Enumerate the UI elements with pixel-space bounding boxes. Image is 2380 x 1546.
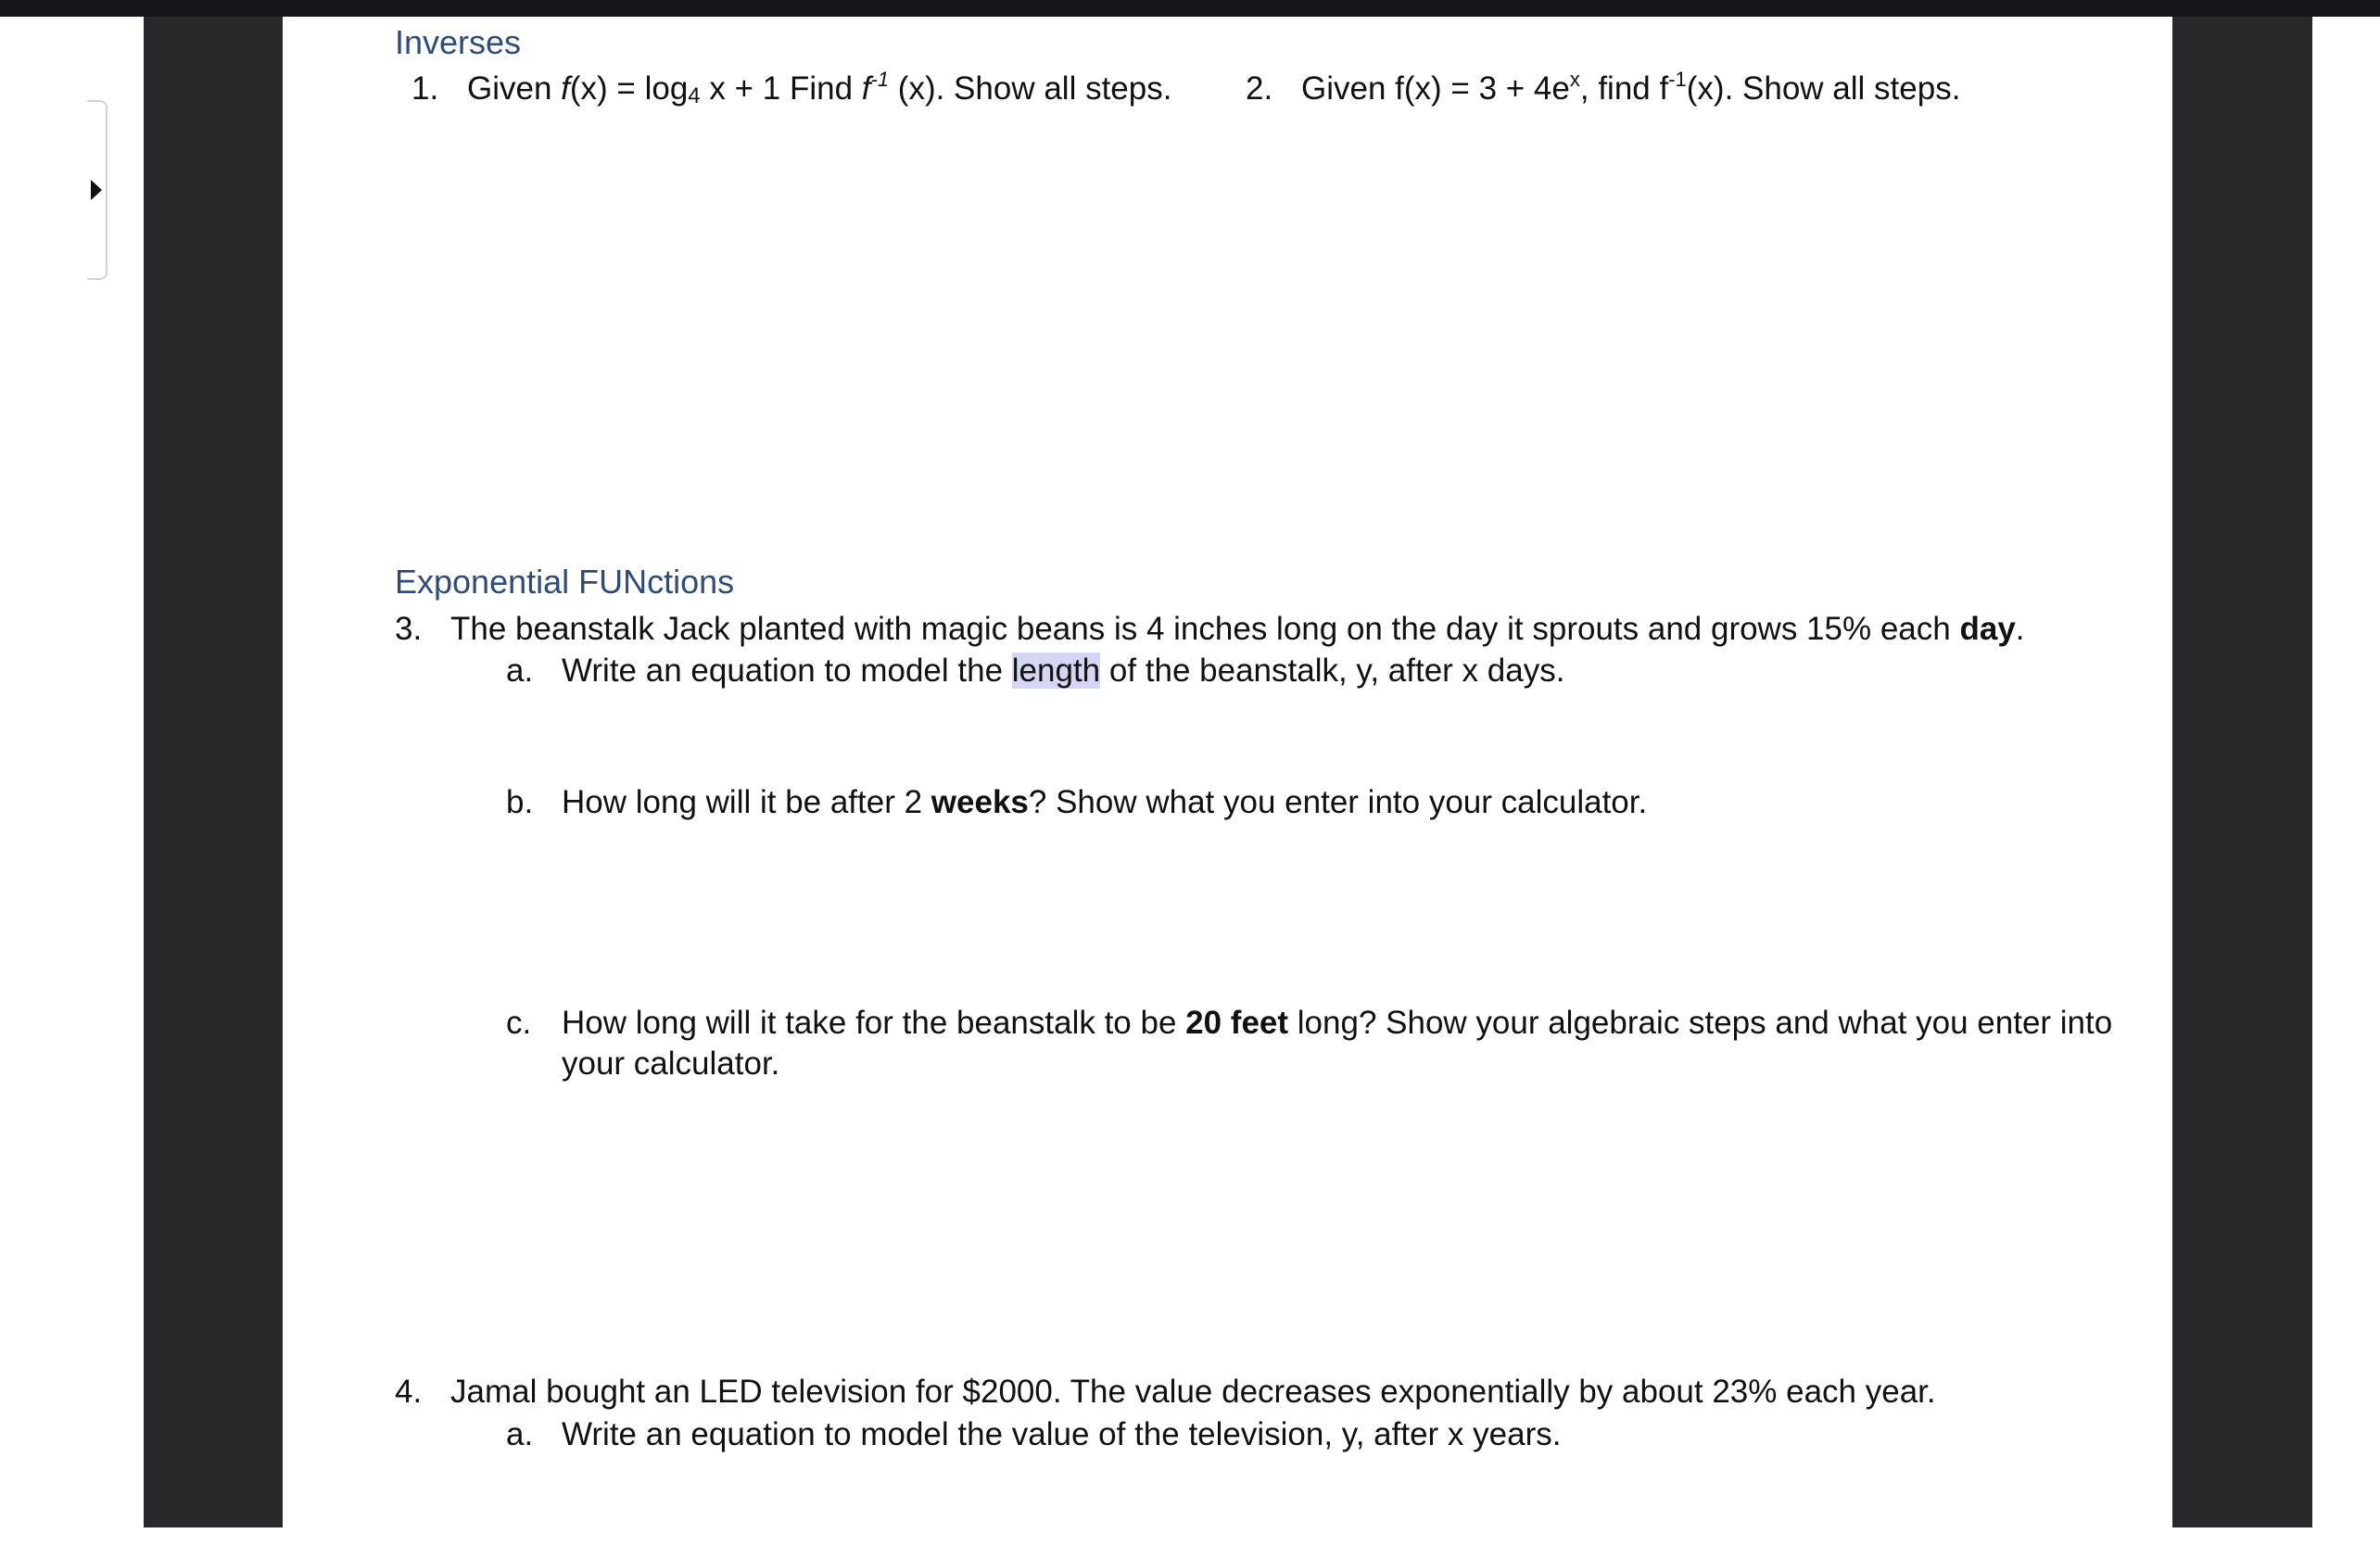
question-2-text: Given $f(x) = 3 + 4e^x$, find $f^{-1}(x)$. Show all steps. [1301, 68, 1961, 107]
question-4a-text: Write an equation to model the value of the television, y, after x years. [562, 1416, 1562, 1452]
document-page [283, 17, 2172, 1527]
question-3-text: The beanstalk Jack planted with magic beans is 4 inches long on the day it sprouts and grows 15% each day. [450, 611, 2025, 647]
question-4-text: Jamal bought an LED television for $2000. The value decreases exponentially by about 23% each year. [450, 1374, 1936, 1410]
question-3b-label: b. [506, 784, 534, 820]
document-left-margin [144, 17, 283, 1527]
question-3c-text: How long will it take for the beanstalk to be 20 feet long? Show your algebraic steps and what you enter into [562, 1005, 2113, 1041]
question-4-number: 4. [395, 1374, 423, 1410]
question-1-text: Given $f(x) = \log_4 x + 1$ Find $f^{-1}$ (x). Show all steps. [467, 68, 1172, 108]
section-heading-exponential-functions: Exponential FUNctions [395, 563, 735, 601]
section-heading-inverses: Inverses [395, 23, 522, 61]
question-2-number: 2. [1246, 70, 1273, 107]
question-3c-text-line2: your calculator. [562, 1045, 780, 1082]
question-4a-label: a. [506, 1416, 534, 1452]
question-3b-text: How long will it be after 2 weeks? Show what you enter into your calculator. [562, 784, 1648, 820]
question-3-number: 3. [395, 611, 423, 647]
question-3c-label: c. [506, 1005, 532, 1041]
expand-arrow-icon[interactable] [91, 180, 102, 200]
question-1-number: 1. [411, 70, 439, 107]
question-3a-text: Write an equation to model the length of the beanstalk, y, after x days. [562, 653, 1565, 689]
document-right-margin [2172, 17, 2312, 1527]
selected-text-highlight[interactable]: length [1011, 653, 1101, 689]
question-3a-label: a. [506, 653, 534, 689]
window-top-bar [0, 0, 2380, 17]
